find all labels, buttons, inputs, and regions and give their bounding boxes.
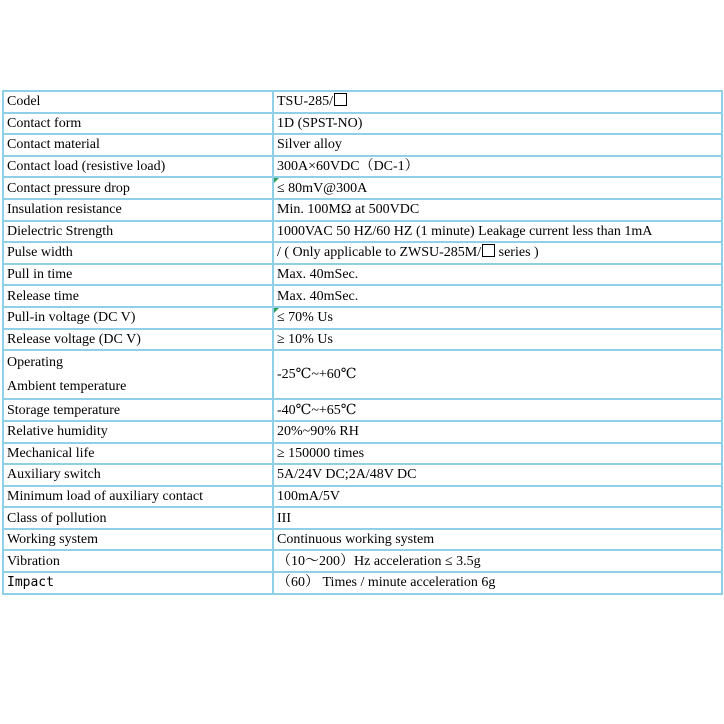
spec-label: Contact load (resistive load)	[3, 156, 273, 178]
spec-label: Contact form	[3, 113, 273, 135]
spec-label: Storage temperature	[3, 399, 273, 421]
spec-value: Silver alloy	[273, 134, 722, 156]
table-row	[3, 221, 722, 243]
spec-value: Continuous working system	[273, 529, 722, 551]
spec-value: Max. 40mSec.	[273, 264, 722, 286]
blank-box-icon	[482, 244, 495, 257]
pulse-width-value-end: series )	[495, 245, 539, 261]
table-row	[3, 134, 722, 156]
spec-label: Contact material	[3, 134, 273, 156]
spec-label: Mechanical life	[3, 443, 273, 465]
spec-label	[3, 350, 273, 399]
spec-value: 20%~90% RH	[273, 421, 722, 443]
spec-value: （60） Times / minute acceleration 6g	[273, 572, 722, 594]
spec-label: Release voltage (DC V)	[3, 329, 273, 351]
table-row	[3, 529, 722, 551]
spec-value: 100mA/5V	[273, 486, 722, 508]
table-row	[3, 264, 722, 286]
model-value: TSU-285/	[277, 94, 333, 110]
spec-value: 1D (SPST-NO)	[273, 113, 722, 135]
spec-value-text: ≤ 70% Us	[277, 310, 333, 326]
spec-label-line: Operating	[7, 355, 63, 371]
table-row	[3, 399, 722, 421]
table-row	[3, 113, 722, 135]
relay-spec-table	[2, 90, 723, 595]
spec-value: ≥ 150000 times	[273, 443, 722, 465]
table-row	[3, 572, 722, 594]
spec-value: 300A×60VDC（DC-1）	[273, 156, 722, 178]
spec-label: Impact	[3, 572, 273, 594]
spec-label: Minimum load of auxiliary contact	[3, 486, 273, 508]
table-row	[3, 329, 722, 351]
spec-value: -40℃~+65℃	[273, 399, 722, 421]
spec-label: Relative humidity	[3, 421, 273, 443]
comment-marker-icon	[274, 308, 279, 313]
spec-label: Dielectric Strength	[3, 221, 273, 243]
table-row	[3, 443, 722, 465]
spec-value: Min. 100MΩ at 500VDC	[273, 199, 722, 221]
table-row	[3, 307, 722, 329]
spec-label: Pull-in voltage (DC V)	[3, 307, 273, 329]
spec-label: Pull in time	[3, 264, 273, 286]
spec-value: III	[273, 507, 722, 529]
spec-value: （10～200）Hz acceleration ≤ 3.5g	[273, 550, 722, 572]
table-row	[3, 486, 722, 508]
spec-value	[273, 177, 722, 199]
table-row	[3, 91, 722, 113]
spec-label: Vibration	[3, 550, 273, 572]
spec-label: Release time	[3, 285, 273, 307]
table-row	[3, 199, 722, 221]
spec-label: Class of pollution	[3, 507, 273, 529]
table-row	[3, 285, 722, 307]
table-row	[3, 350, 722, 399]
spec-label: Codel	[3, 91, 273, 113]
spec-value: ≥ 10% Us	[273, 329, 722, 351]
spec-value	[273, 307, 722, 329]
spec-value	[273, 91, 722, 113]
table-row	[3, 242, 722, 264]
table-row	[3, 507, 722, 529]
table-row	[3, 464, 722, 486]
spec-value: 1000VAC 50 HZ/60 HZ (1 minute) Leakage current less than 1mA	[273, 221, 722, 243]
pulse-width-value-start: / ( Only applicable to ZWSU-285M/	[277, 245, 482, 261]
spec-value	[273, 242, 722, 264]
blank-box-icon	[334, 93, 347, 106]
comment-marker-icon	[274, 178, 279, 183]
spec-value-text: ≤ 80mV@300A	[277, 180, 368, 196]
spec-label: Working system	[3, 529, 273, 551]
table-row	[3, 550, 722, 572]
spec-label: Insulation resistance	[3, 199, 273, 221]
spec-label-line: Ambient temperature	[7, 378, 127, 394]
spec-label: Contact pressure drop	[3, 177, 273, 199]
table-row	[3, 156, 722, 178]
spec-label: Auxiliary switch	[3, 464, 273, 486]
spec-label: Pulse width	[3, 242, 273, 264]
table-row	[3, 177, 722, 199]
table-row	[3, 421, 722, 443]
spec-value: Max. 40mSec.	[273, 285, 722, 307]
spec-value: -25℃~+60℃	[273, 350, 722, 399]
spec-value: 5A/24V DC;2A/48V DC	[273, 464, 722, 486]
